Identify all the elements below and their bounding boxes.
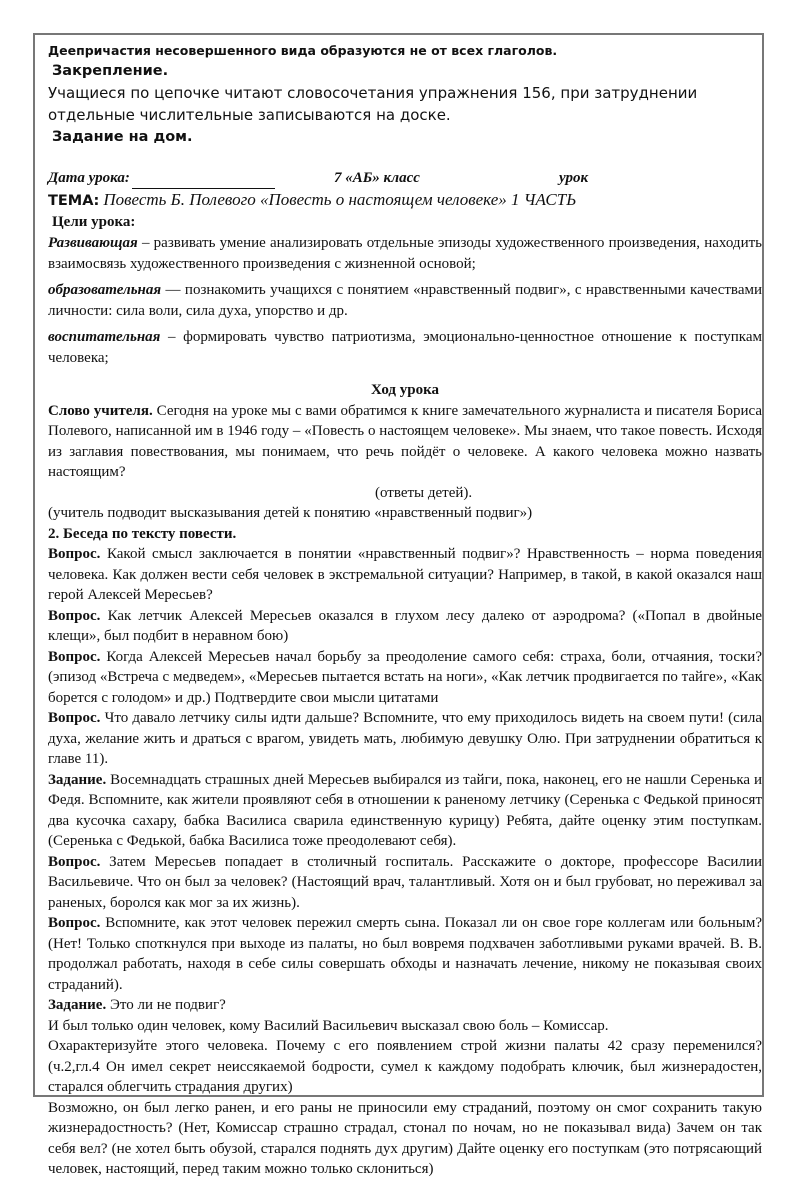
- class-label: 7 «АБ» класс: [334, 170, 420, 186]
- item-label: Вопрос.: [48, 546, 101, 562]
- item-text: Как летчик Алексей Мересьев оказался в глухом лесу далеко от аэродрома? («Попал в двойные клещи», был подбит в неравном бою): [48, 607, 762, 644]
- item-label: Задание.: [48, 997, 107, 1013]
- teacher-word-text: Сегодня на уроке мы с вами обратимся к книге замечательного журналиста и писателя Бориса Полевого, написанной им в 1946 году – «Повесть о настоящем человеке». Мы знаем, что такое повесть. Исходя из заглавия повествования, мы понимаем, что речь пойдёт о человеке. А какого человека можно назвать настоящим?: [48, 402, 762, 480]
- item-text: Когда Алексей Мересьев начал борьбу за преодоление самого себя: страха, боли, отчаяния, тоски? (эпизод «Встреча с медведем», «Мересьев пытается встать на ноги», «Как летчик продвигается по тайге», «Как борется с голодом» и др.) Подтвердите свои мысли цитатами: [48, 648, 762, 706]
- task-item: [48, 995, 762, 1016]
- item-text: Восемнадцать страшных дней Мересьев выбирался из тайги, пока, наконец, его не нашли Серенька и Федя. Вспомните, как жители проявляют себя в отношении к раненому летчику (Серенька с Федькой приносят два кусочка сахару, бабка Василиса сварила единственную курицу) Ребята, дайте оценку этим поступкам. (Серенька с Федькой, бабка Василиса тоже преодолевают себя).: [48, 771, 762, 849]
- goal-educational: [48, 280, 762, 321]
- item-text: Вспомните, как этот человек пережил смерть сына. Показал ли он свое горе коллегам или больным? (Нет! Только споткнулся при выходе из палаты, но был вовремя подхвачен заботливыми руками врачей. В. В. продолжал работать, находя в себе силы совершать обходы и назначать лечение, никому не показывая своих страданий).: [48, 915, 762, 993]
- goal-text: — познакомить учащихся с понятием «нравственный подвиг», с нравственными качествами личности: сила воли, сила духа, упорство и др.: [48, 282, 762, 319]
- goal-label: образовательная: [48, 282, 162, 298]
- question-item: [48, 852, 762, 914]
- tail-paragraph: Охарактеризуйте этого человека. Почему с его появлением строй жизни палаты 42 сразу переменился? (ч.2,гл.4 Он имел секрет неиссякаемой бодрости, сумел к каждому подобрать ключик, был жизнерадостен, старался облегчить страдания других): [48, 1038, 762, 1095]
- item-label: Вопрос.: [48, 915, 101, 931]
- question-item: [48, 544, 762, 606]
- date-blank: [132, 171, 275, 189]
- goal-text: – развивать умение анализировать отдельные эпизоды художественного произведения, находить взаимосвязь художественного произведения с жизненной основой;: [48, 235, 762, 272]
- date-label: Дата урока:: [48, 167, 275, 189]
- section-2-heading: 2. Беседа по тексту повести.: [48, 525, 237, 542]
- item-label: Вопрос.: [48, 710, 101, 726]
- top-note: Деепричастия несовершенного вида образуются не от всех глаголов.: [48, 43, 558, 58]
- item-label: Вопрос.: [48, 607, 101, 624]
- lesson-info-line: [48, 167, 762, 189]
- question-item: [48, 606, 762, 647]
- item-label: Вопрос.: [48, 853, 101, 870]
- goal-label: воспитательная: [48, 329, 161, 345]
- item-text: Это ли не подвиг?: [106, 997, 226, 1013]
- item-label: Задание.: [48, 771, 107, 788]
- tail-paragraph: И был только один человек, кому Василий Васильевич высказал свою боль – Комиссар.: [48, 1017, 609, 1034]
- topic-label: ТЕМА:: [48, 193, 100, 209]
- goal-text: – формировать чувство патриотизма, эмоционально-ценностное отношение к поступкам человека;: [48, 329, 762, 366]
- consolidation-heading: Закрепление.: [52, 63, 169, 79]
- tail-paragraph: Возможно, он был легко ранен, и его раны не приносили ему страданий, поэтому он смог сохранить такую жизнерадостность? (Нет, Комиссар страшно страдал, стонал по ночам, но не показывал вида) Зачем он так себя вел? (не хотел быть обузой, старался поднять дух другим) Дайте оценку его поступкам (это потрясающий человек, настоящий, перед таким можно только склониться): [48, 1099, 762, 1177]
- lesson-label: урок: [559, 170, 589, 186]
- teacher-word-label: Слово учителя.: [48, 402, 153, 419]
- item-text: Что давало летчику силы идти дальше? Вспомните, что ему приходилось видеть на своем пути! (сила духа, желание жить и драться с врагом, увидеть мать, любимую девушку Олю. При затруднении обратиться к главе 11).: [48, 710, 762, 767]
- task-item: [48, 770, 762, 852]
- question-item: [48, 708, 762, 770]
- teacher-note: (учитель подводит высказывания детей к понятию «нравственный подвиг»): [48, 505, 533, 521]
- lesson-flow-title: Ход урока: [370, 382, 440, 398]
- answers-note: (ответы детей).: [375, 484, 473, 501]
- goal-developing: [48, 233, 762, 274]
- goals-heading: Цели урока:: [52, 214, 136, 230]
- item-text: Затем Мересьев попадает в столичный госпиталь. Расскажите о докторе, профессоре Василии Васильевиче. Что он был за человек? (Настоящий врач, талантливый. Хотя он и был грубоват, но переживал за раненых, боролся как мог за их жизнь).: [48, 853, 762, 911]
- item-text: Какой смысл заключается в понятии «нравственный подвиг»? Нравственность – норма поведения человека. Как должен вести себя человек в экстремальной ситуации? Например, в такой, в какой оказался наш герой Алексей Мересьев?: [48, 546, 762, 603]
- question-item: [48, 647, 762, 709]
- document-body: [48, 40, 762, 1180]
- goal-upbringing: [48, 327, 762, 368]
- consolidation-text: Учащиеся по цепочке читают словосочетания упражнения 156, при затруднении отдельные числительные записываются на доске.: [48, 84, 698, 124]
- goal-label: Развивающая: [48, 235, 138, 251]
- topic-text: Повесть Б. Полевого «Повесть о настоящем человеке» 1 ЧАСТЬ: [103, 190, 577, 209]
- question-item: [48, 913, 762, 995]
- topic-line: [48, 189, 762, 212]
- item-label: Вопрос.: [48, 648, 101, 665]
- homework-heading: Задание на дом.: [52, 129, 193, 145]
- teacher-word: [48, 401, 762, 483]
